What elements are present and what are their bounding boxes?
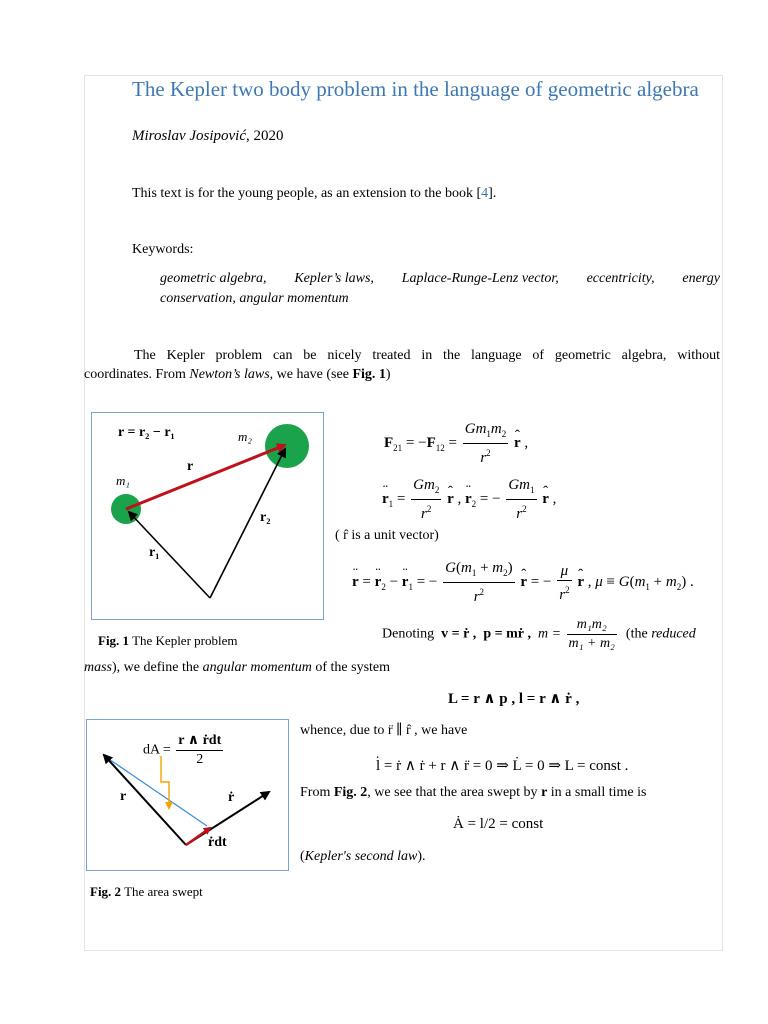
- mass-line: [84, 660, 390, 676]
- kepler-second-law: Kepler's second law: [304, 849, 418, 864]
- vector-r1: [129, 512, 210, 598]
- mass-m2-disc: [265, 424, 309, 468]
- fig1-diagram: [92, 413, 323, 619]
- fig1-r1-label: r₁: [149, 545, 160, 560]
- fig1-r2-label: r₂: [260, 510, 271, 525]
- intro-text: This text is for the young people, as an extension to the book [: [132, 186, 482, 201]
- author-name: Miroslav Josipović: [132, 128, 247, 144]
- dA-lhs: dA =: [143, 742, 171, 758]
- text: ): [385, 367, 391, 382]
- fig1-caption-num: Fig. 1: [98, 633, 130, 648]
- text: , we see that the area swept by: [367, 785, 542, 800]
- denoting-line: [382, 616, 696, 653]
- author-line: [132, 128, 284, 145]
- eq-area: Ȧ = l/2 = const: [453, 816, 544, 832]
- text: in a small time is: [547, 785, 647, 800]
- text: ).: [417, 849, 426, 864]
- paper-title: The Kepler two body problem in the language of geometric algebra: [132, 77, 699, 101]
- intro-line: [132, 186, 496, 202]
- fig1-box: [91, 412, 324, 620]
- fig2-rdot-label: ṙ: [228, 790, 235, 805]
- eq-accel: r $¨_1$ = $\frac{Gm_2}{r^2}$ r ˆ , r $¨_2$ = − $\frac{Gm_1}{r^2}$ r ˆ ,: [382, 476, 556, 523]
- m-denominator: m₁ + m₂: [568, 636, 615, 651]
- dA-denominator: 2: [196, 752, 204, 767]
- text: coordinates. From: [84, 367, 190, 382]
- vector-r: [126, 445, 285, 509]
- keyword: conservation: [160, 291, 233, 306]
- r-symbol: r: [541, 785, 548, 800]
- fig2-r-label: r: [120, 789, 127, 804]
- newton-laws: Newton’s laws: [189, 367, 270, 382]
- text: (: [300, 849, 305, 864]
- ref-link[interactable]: 4: [481, 186, 489, 201]
- text: From: [300, 785, 334, 800]
- fig2-caption: [90, 884, 203, 900]
- text: , we have (see: [269, 367, 353, 382]
- text: of the system: [311, 660, 391, 675]
- angular-momentum-word: angular momentum: [202, 660, 312, 675]
- unit-vector-note: ( r̂ is a unit vector): [335, 528, 439, 543]
- keywords-line2: conservation, angular momentum: [160, 291, 349, 306]
- para1-line1: The Kepler problem can be nicely treated in the language of geometric algebra, without: [134, 348, 720, 363]
- eq-angular-momentum: L = r ∧ p , l = r ∧ ṙ ,: [448, 691, 580, 707]
- fig2-caption-text: The area swept: [121, 884, 203, 899]
- fig2-caption-num: Fig. 2: [90, 884, 122, 899]
- keywords-label: Keywords:: [132, 242, 194, 257]
- fig1-caption: [98, 633, 237, 649]
- fig1-ref: Fig. 1: [352, 367, 386, 382]
- fig1-m1-label: m₁: [116, 473, 130, 488]
- intro-close: ].: [488, 186, 497, 201]
- keyword: energy: [682, 271, 720, 286]
- keywords-line1: geometric algebra, Kepler’s laws, Laplace-Runge-Lenz vector, eccentricity, energy: [160, 271, 720, 286]
- author-year: , 2020: [246, 128, 284, 144]
- keyword: Kepler’s laws: [294, 271, 371, 286]
- from-fig2-line: [300, 785, 646, 801]
- eq-relative-accel: r ¨ = r $¨_2 - r$ $¨_1$ = − $\frac{G(m_1 + m_2)}{r^2}$ r ˆ = − $\frac{\mu}{r^2}$ r ˆ , $\mu \equiv G(m_1 + m_2)$ .: [352, 559, 694, 606]
- fig2-rdotdt-label: ṙdt: [208, 835, 227, 850]
- text: (the: [625, 626, 652, 642]
- dA-numerator: r ∧ ṙdt: [176, 732, 223, 751]
- denoting-m: m =: [537, 626, 562, 642]
- keyword: angular momentum: [239, 291, 349, 306]
- fig2-vector-rdotdt: [186, 828, 210, 845]
- fig2-dA-formula: [143, 732, 225, 769]
- fig1-eq-label: r = r₂ − r₁: [118, 425, 175, 440]
- reduced-word: reduced: [651, 626, 696, 642]
- fig2-box: [86, 719, 289, 871]
- denoting-p: p = mṙ ,: [483, 626, 531, 642]
- eq-ldot: l̇ = ṙ ∧ ṙ + r ∧ r̈ = 0 ⇒ L̇ = 0 ⇒ L = const .: [376, 758, 629, 774]
- fig2-ref: Fig. 2: [333, 785, 368, 800]
- kepler2-line: [300, 849, 426, 865]
- keyword: geometric algebra: [160, 271, 264, 286]
- fig1-r-label: r: [187, 459, 194, 474]
- fig1-m2-label: m₂: [238, 429, 252, 444]
- denoting-text: Denoting: [382, 626, 435, 642]
- text: ), we define the: [112, 660, 203, 675]
- whence-line: whence, due to r̈ ∥ r̂ , we have: [300, 723, 468, 738]
- eq-force: $F_{21} = -F_{12}$ = $\frac{Gm_1m_2}{r^2}$ r ˆ ,: [384, 420, 528, 467]
- keyword: Laplace-Runge-Lenz vector: [401, 271, 556, 286]
- fig1-caption-text: The Kepler problem: [129, 633, 238, 648]
- m-numerator: m₁m₂: [567, 616, 617, 635]
- keyword: eccentricity: [586, 271, 652, 286]
- denoting-v: v = ṙ ,: [441, 626, 477, 642]
- mass-word: mass: [84, 660, 113, 675]
- para1-line2: [84, 367, 391, 383]
